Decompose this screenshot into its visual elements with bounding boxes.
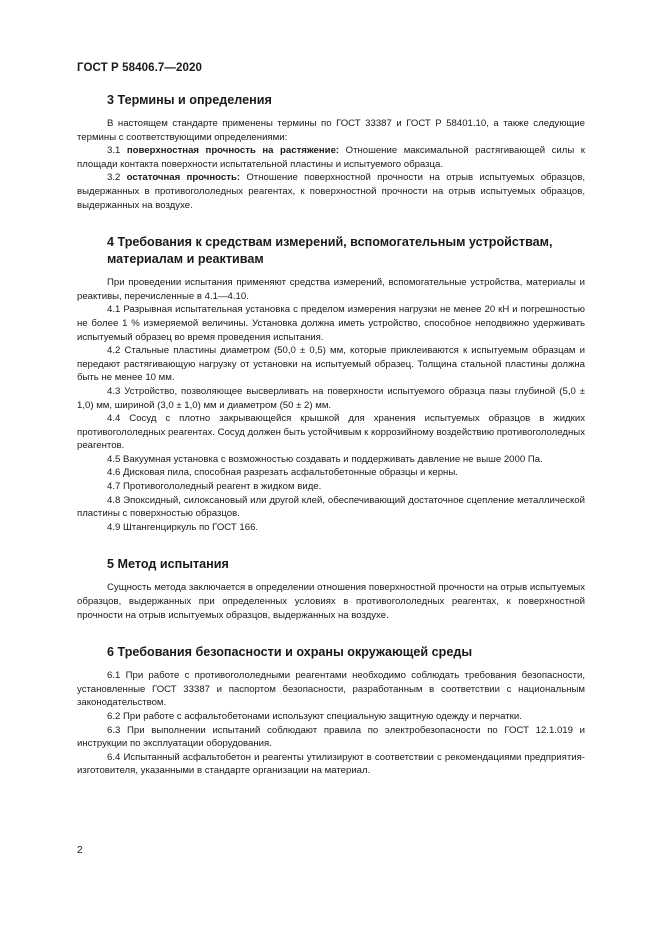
clause-4-5: 4.5 Вакуумная установка с возможностью создавать и поддерживать давление не выше 2000 Па. [107,453,543,465]
section-5-title: 5 Метод испытания [107,557,229,572]
section-4-intro: При проведении испытания применяют средства измерений, вспомогательные устройства, материалы и реактивы, перечисленные в 4.1—4.10. [77,277,585,302]
section-4 [77,234,585,534]
section-3-intro: В настоящем стандарте применены термины по ГОСТ 33387 и ГОСТ Р 58401.10, а также следующие термины с соответствующими определениями: [77,118,585,143]
clause-6-1: 6.1 При работе с противогололедными реагентами необходимо соблюдать требования безопасности, установленные ГОСТ 33387 и паспортом безопасности, разработанным в соответствии с национальным законодательством. [77,670,585,709]
section-5-text: Сущность метода заключается в определении отношения поверхностной прочности на отрыв испытуемых образцов, выдержанных при определенных условиях в противогололедных реагентах, к поверхностной прочности на отрыв испытуемых образцов, выдержанных на воздухе. [77,582,585,621]
term-number: 3.2 [107,172,127,184]
clause-6-2: 6.2 При работе с асфальтобетонами используют специальную защитную одежду и перчатки. [107,711,522,722]
page-number: 2 [77,845,83,856]
section-3 [77,92,585,212]
clause-4-9: 4.9 Штангенциркуль по ГОСТ 166. [107,521,259,533]
term-number: 3.1 [107,145,127,157]
clause-4-2: 4.2 Стальные пластины диаметром (50,0 ± 0,5) мм, которые приклеиваются к испытуемым образцам и передают растягивающую нагрузку от установки на испытуемый образец. Толщина стальной пластины должна быть не менее 10 мм. [77,345,585,384]
section-6-title: 6 Требования безопасности и охраны окружающей среды [107,645,473,660]
term-definition: Отношение поверхностной прочности на отрыв испытуемых образцов, выдержанных в противогололедных реагентах, к поверхностной прочности на отрыв испытуемых образцов, выдержанных на воздухе. [77,172,585,211]
clause-4-4: 4.4 Сосуд с плотно закрывающейся крышкой для хранения испытуемых образцов в жидких противогололедных реагентах. Сосуд должен быть устойчивым к коррозийному воздействию противогололедных реагентов. [77,413,585,452]
clause-6-4: 6.4 Испытанный асфальтобетон и реагенты утилизируют в соответствии с рекомендациями предприятия-изготовителя, указанными в стандарте организации на материал. [77,751,585,777]
clause-6-3: 6.3 При выполнении испытаний соблюдают правила по электробезопасности по ГОСТ 12.1.019 и инструкции по эксплуатации оборудования. [77,724,585,750]
section-5 [77,556,585,622]
clause-4-1: 4.1 Разрывная испытательная установка с пределом измерения нагрузки не менее 20 кН и погрешностью не более 1 % измеряемой величины. Установка должна иметь устройство, способное неподвижно удерживать испытуемый образец во время проведения испытания. [77,304,585,343]
term-3-1 [77,144,585,171]
clause-4-6: 4.6 Дисковая пила, способная разрезать асфальтобетонные образцы и керны. [107,467,458,479]
clause-4-3: 4.3 Устройство, позволяющее высверливать на поверхности испытуемого образца пазы глубиной (5,0 ± 1,0) мм, шириной (3,0 ± 1,0) мм и диаметром (50 ± 2) мм. [77,385,585,411]
standard-designation: ГОСТ Р 58406.7—2020 [77,62,202,74]
section-3-title: 3 Термины и определения [107,93,272,107]
term-name: остаточная прочность: [126,172,241,184]
clause-4-8: 4.8 Эпоксидный, силоксановый или другой клей, обеспечивающий достаточное сцепление металлической пластины с поверхностью образцов. [77,494,585,520]
section-4-title: 4 Требования к средствам измерений, вспомогательным устройствам, материалам и реактивам [107,235,553,267]
section-6 [77,644,585,778]
term-definition: Отношение максимальной растягивающей силы к площади контакта поверхности испытательной пластины и испытуемого образца. [77,145,585,170]
term-3-2 [77,171,585,212]
document-body [77,92,585,778]
clause-4-7: 4.7 Противогололедный реагент в жидком виде. [107,481,322,493]
term-name: поверхностная прочность на растяжение: [126,145,340,157]
